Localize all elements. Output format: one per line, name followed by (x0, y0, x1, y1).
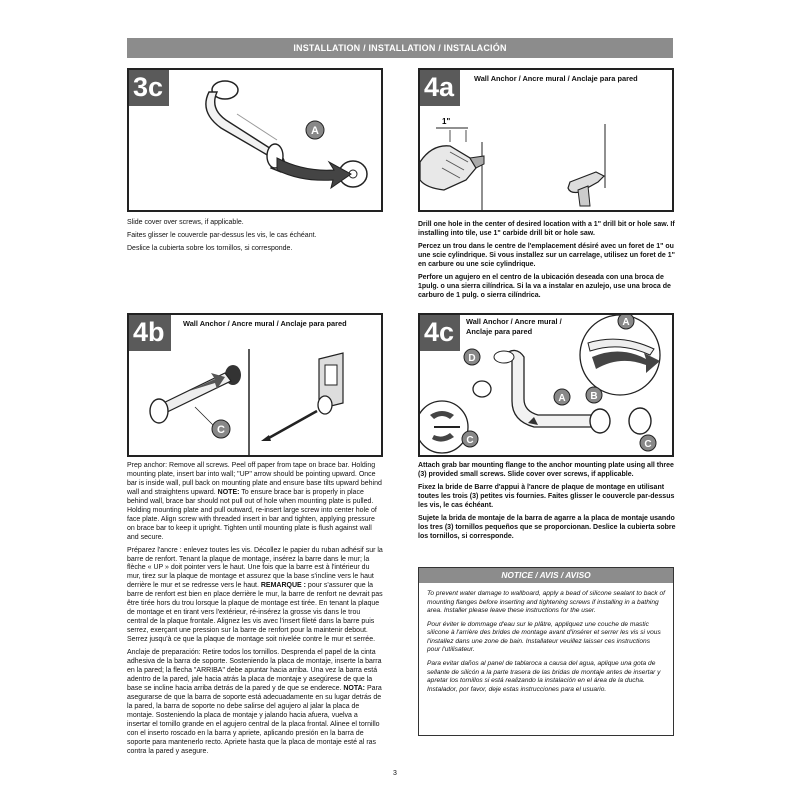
callout-d: D (468, 353, 476, 364)
step-4a-es: Perfore un agujero en el centro de la ubicación deseada con una broca de 1pulg. o una sierra cilíndrica. Si la va a instalar en azulejo, use una broca de carburo de 1 pulg. o sierra cilíndrica. (418, 273, 671, 299)
step-3c-es: Deslice la cubierta sobre los tornillos, si corresponde. (127, 244, 293, 252)
notice-box (418, 567, 674, 736)
step-4b-es-part1: Anclaje de preparación: Retire todos los tornillos. Desprenda el papel de la cinta adhesiva de la barra de soporte. Sosteniendo la placa de montaje, inserte la barra en la pared; la flecha "ARRIBA" debe apuntar hacia arriba. Una vez la barra está adentro de la pared, jale hacia atrás la placa de montaje y asegúrese de que la base se incline hacia arriba detrás de la pared y de que se enderece. (127, 649, 382, 692)
callout-a-1: A (622, 317, 630, 328)
note-label: NOTE: (217, 488, 240, 496)
step-4b-es (127, 649, 383, 756)
callout-a: A (311, 125, 319, 137)
step-4b-en-part2: To ensure brace bar is properly in place behind wall, brace bar should not pull out of hole when mounting plate is pulled. Holding mounting plate and pull outward, re-insert large screw into center hole of face plate. Align screw with threaded insert in bar and tighten, applying pressure on brace bar to keep it upright. Tighten until mounting plate is flush against wall and secure. (127, 488, 377, 541)
step-4b-fr (127, 547, 383, 645)
step-4b-en (127, 462, 383, 543)
step-4a-en: Drill one hole in the center of desired location with a 1" drill bit or hole saw. If installing into tile, use 1" carbide drill bit or hole saw. (418, 221, 675, 237)
step-4c-illustration (418, 313, 674, 457)
step-4c-text (418, 462, 676, 546)
notice-body (419, 583, 673, 694)
step-4b-fr-part1: Préparez l'ancre : enlevez toutes les vis. Décollez le papier du ruban adhésif sur la barre de renfort. Tenant la plaque de montage, insérez la barre dans le mur; la flèche « UP » doit pointer vers le haut. Une fois que la barre est à l'intérieur du mur, tirez sur la plaque de montage et assurez que la base s'incline vers le haut derrière le mur et se redresse vers le haut. (127, 546, 383, 590)
nota-label: NOTA: (343, 684, 366, 692)
section-banner: INSTALLATION / INSTALLATION / INSTALACIÓN (127, 38, 673, 58)
drill-illustration (420, 70, 672, 210)
remarque-label: REMARQUE : (260, 582, 306, 590)
step-4c-es: Sujete la brida de montaje de la barra de agarre a la placa de montaje usando los tres (3) tornillos pequeños que se proporcionan. Deslice la cubierta sobre los tornillos, si corresponde. (418, 514, 676, 540)
step-4a-illustration (418, 68, 674, 212)
callout-a-2: A (558, 393, 566, 404)
step-number: 4c (420, 315, 460, 351)
notice-es: Para evitar daños al panel de tablaroca a causa del agua, aplique una gota de sellante de silicón a la parte trasera de las bridas de montaje antes de insertar y apretar los tornillos si está realizando la instalación en el área de la ducha. Instalador, por favor, deje estas instrucciones para el usuario. (427, 659, 661, 693)
step-4b-fr-part2: pour s'assurer que la barre de renfort est bien en place derrière le mur, la barre de renfort ne devrait pas être tirée hors du trou lorsque la plaque de montage est tirée. En tenant la plaque de montage et en tirant vers l'extérieur, ré-insérez la grosse vis dans le trou central de la plaque frontale. Alignez les vis avec l'insert fileté dans la barre puis serrez, exerçant une pression sur la barre de renfort pour la maintenir debout. Serrez jusqu'à ce que la plaque de montage soit nivelée contre le mur et serrée. (127, 582, 383, 644)
page-number: 3 (393, 770, 397, 777)
notice-fr: Pour éviter le dommage d'eau sur le plâtre, appliquez une couche de mastic silicone à l'arrière des brides de montage avant d'insérer et serrer les vis si vous l'installez dans une zone de bain. Installateur veuillez laisser ces instructions pour l'utilisateur. (427, 620, 661, 654)
step-4c-en: Attach grab bar mounting flange to the anchor mounting plate using all three (3) provided small screws. Slide cover over screws, if applicable. (418, 462, 674, 478)
grab-bar-illustration (129, 70, 381, 210)
callout-c-2: C (644, 439, 652, 450)
step-4b-es-part2: Para asegurarse de que la barra de soporte está adecuadamente en su lugar detrás de la pared, la barra de soporte no debe salirse del agujero al jalar la placa de montaje. Sosteniendo la placa de montaje y jalando hacia afuera, vuelva a insertar el tornillo grande en el agujero central de la placa frontal. Alinee el tornillo con el inserto roscado en la barra y apriete, aplicando presión en la barra de soporte para mantenerlo recto. Apriete hasta que la placa de montaje esté al ras contra la pared y asegure. (127, 684, 382, 755)
step-4b-en-part1: Prep anchor: Remove all screws. Peel off paper from tape on brace bar. Holding mounting plate, insert bar into wall; "UP" arrow should be pointing upward. Once bar is inside wall, pull back on mounting plate and ensure base tilts upward behind wall and straightens upward. (127, 462, 382, 496)
callout-c-1: C (466, 435, 474, 446)
step-4a-title: Wall Anchor / Ancre mural / Anclaje para pared (474, 74, 638, 83)
step-4b-illustration (127, 313, 383, 457)
step-4a-fr: Percez un trou dans le centre de l'emplacement désiré avec un foret de 1" ou une scie cylindrique. Si vous installez sur un carrelage, utilisez un foret de 1" en carbure ou une scie cylindrique. (418, 242, 675, 268)
step-number: 3c (129, 70, 169, 106)
mounting-illustration (420, 315, 672, 455)
dimension-label: 1" (442, 117, 451, 126)
step-3c-text (127, 219, 379, 258)
notice-en: To prevent water damage to wallboard, apply a bead of silicone sealant to back of mounting flanges before inserting and tightening screws if installing in a bathing area. Installer please leave these instructions for the user. (427, 590, 666, 615)
step-number: 4b (129, 315, 171, 351)
callout-b: B (590, 391, 598, 402)
step-4b-title: Wall Anchor / Ancre mural / Anclaje para pared (183, 319, 347, 328)
step-4a-text (418, 221, 676, 305)
step-4b-text (127, 462, 383, 761)
step-number: 4a (420, 70, 460, 106)
anchor-illustration (129, 315, 381, 455)
step-4c-title: Wall Anchor / Ancre mural / Anclaje para pared (466, 317, 562, 336)
notice-header: NOTICE / AVIS / AVISO (419, 568, 673, 583)
step-4c-fr: Fixez la bride de Barre d'appui à l'ancre de plaque de montage en utilisant toutes les trois (3) petites vis fournies. Faites glisser le couvercle par-dessus les vis, le cas échéant. (418, 483, 675, 509)
callout-c: C (217, 424, 225, 436)
step-3c-illustration (127, 68, 383, 212)
step-3c-fr: Faites glisser le couvercle par-dessus les vis, le cas échéant. (127, 231, 317, 239)
step-3c-en: Slide cover over screws, if applicable. (127, 219, 244, 226)
